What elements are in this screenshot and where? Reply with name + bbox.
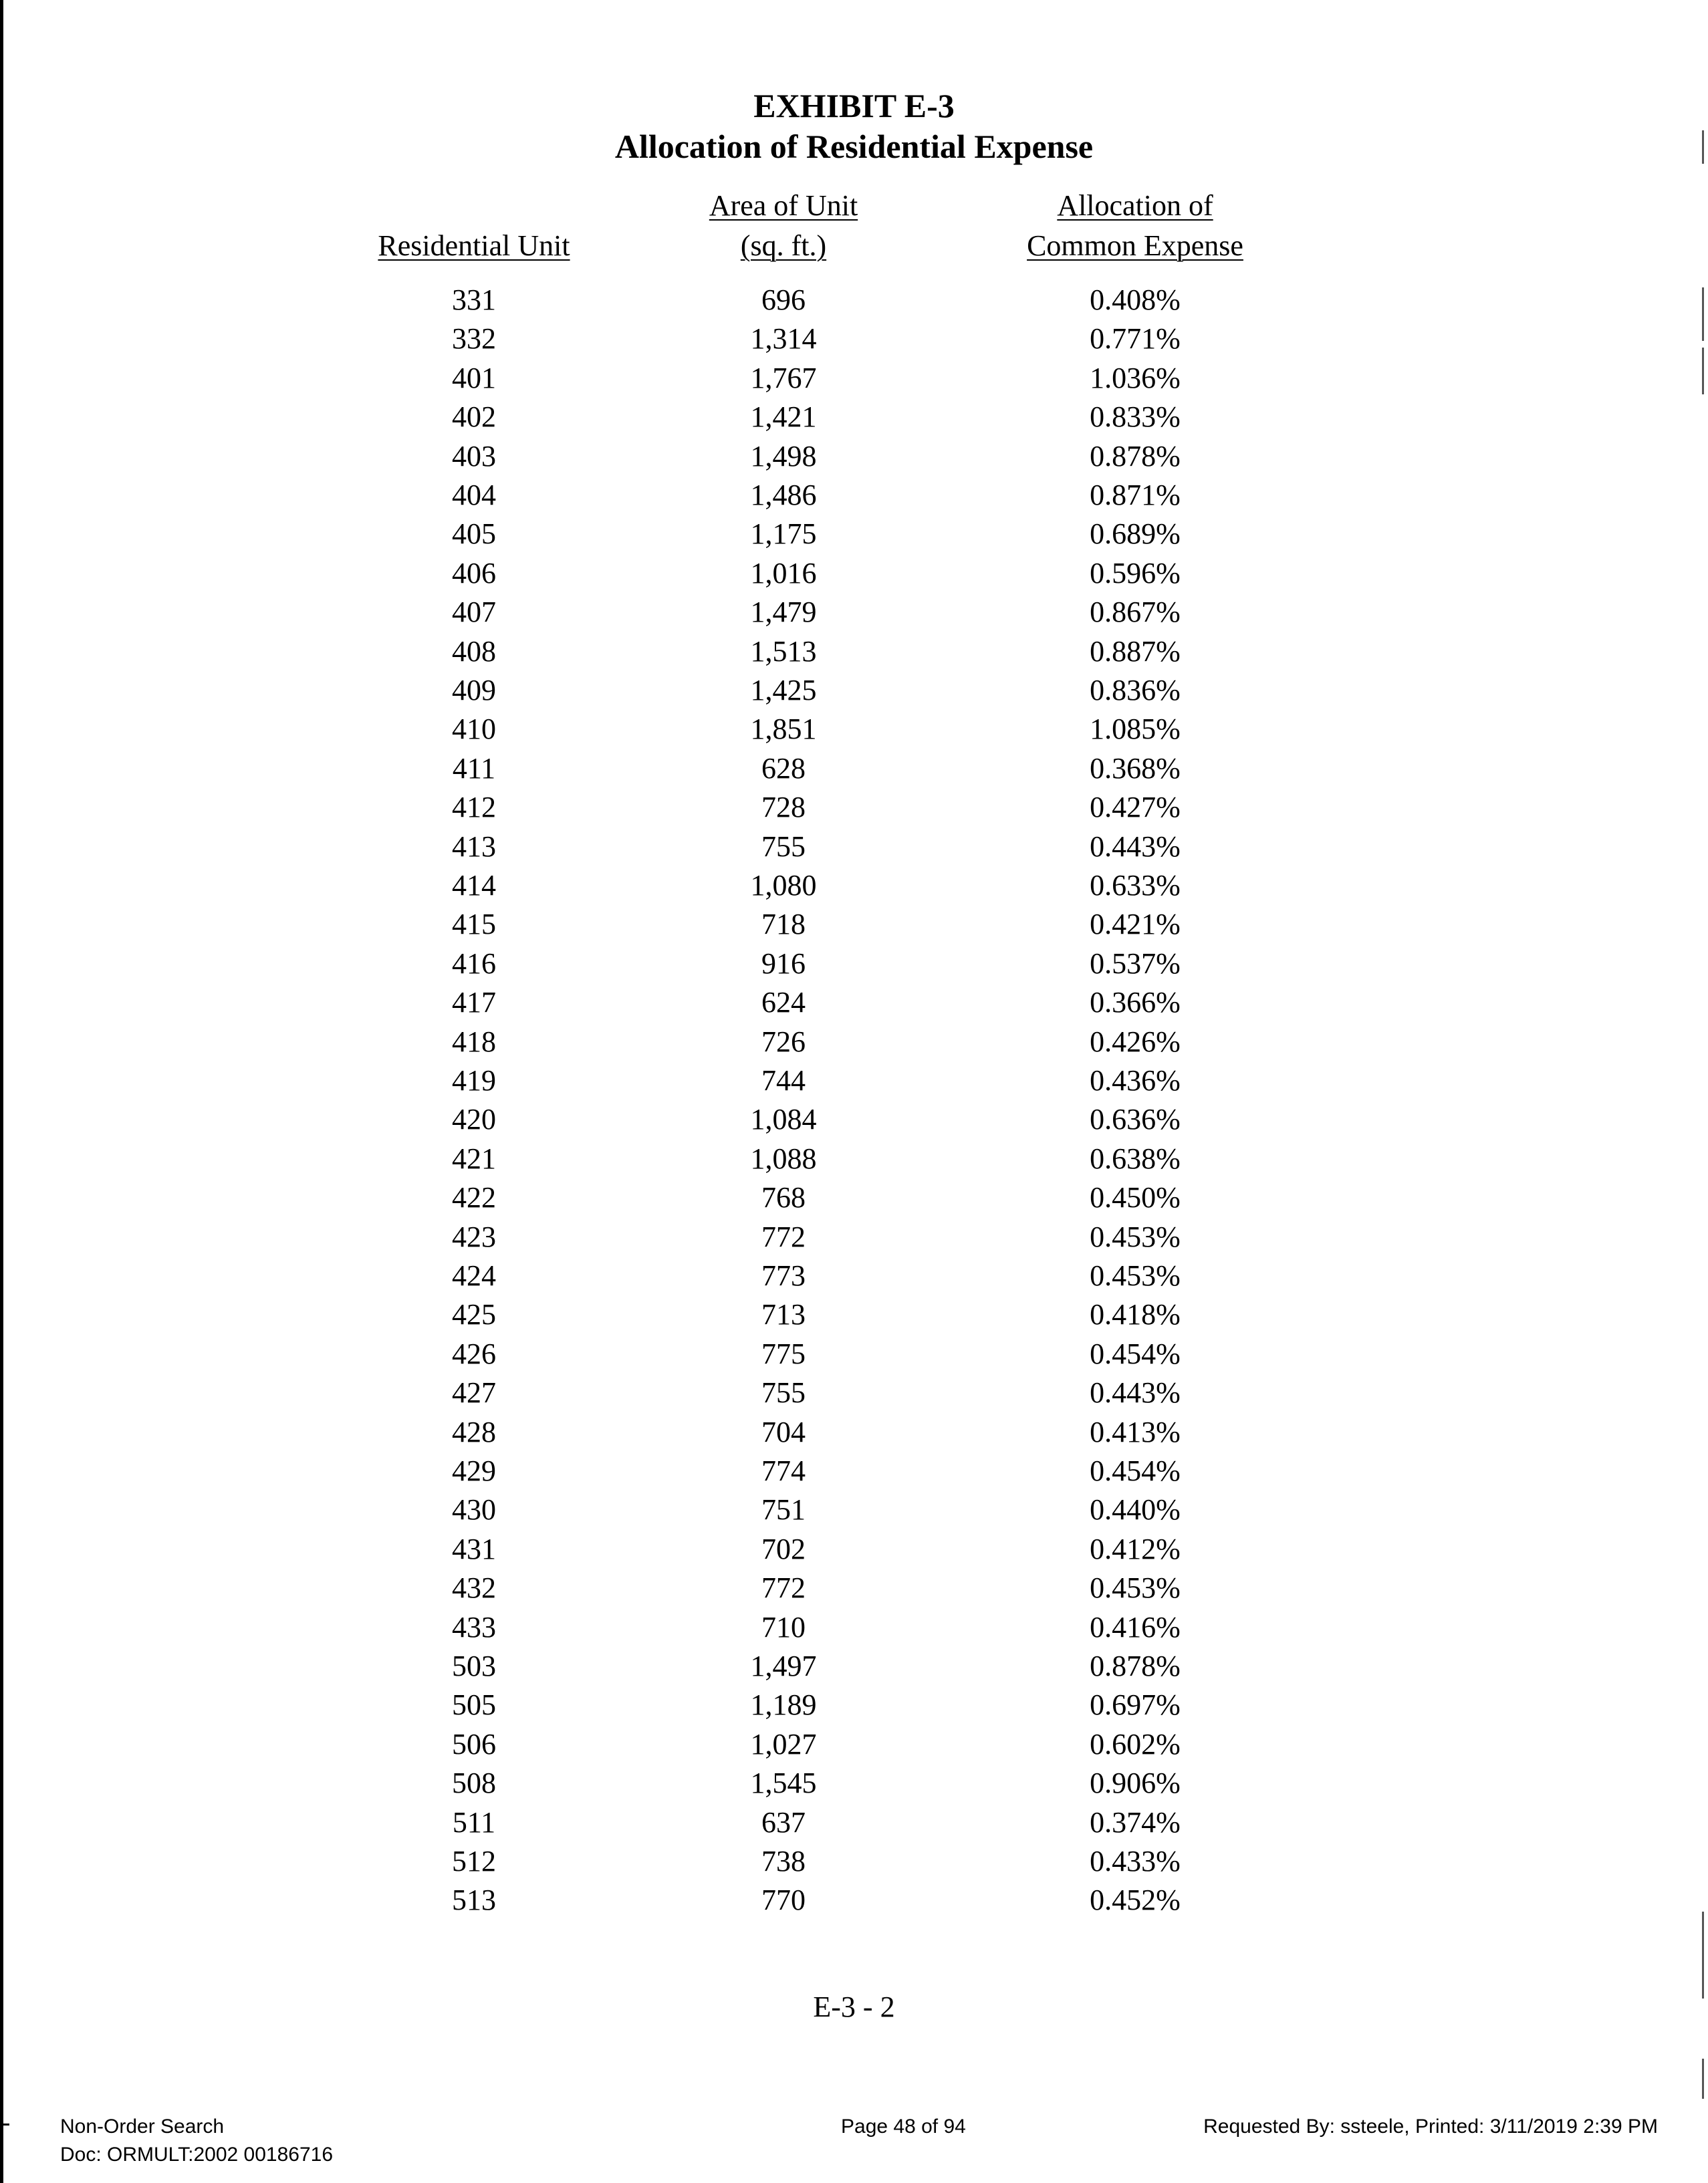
unit-cell: 428 — [452, 1415, 496, 1448]
area-cell: 1,767 — [750, 361, 817, 394]
unit-cell: 423 — [452, 1220, 496, 1253]
area-cell: 624 — [761, 986, 806, 1019]
unit-cell: 413 — [452, 829, 496, 863]
allocation-cell: 0.453% — [1090, 1220, 1181, 1253]
allocation-cell: 0.833% — [1090, 400, 1181, 434]
allocation-cell: 0.418% — [1090, 1298, 1181, 1331]
allocation-cell: 0.366% — [1090, 986, 1181, 1019]
page-label: E-3 - 2 — [813, 1991, 895, 2023]
table-row — [0, 1764, 1708, 1803]
table-row — [0, 1686, 1708, 1724]
allocation-cell: 0.537% — [1090, 946, 1181, 980]
table-row — [0, 1218, 1708, 1257]
allocation-cell: 0.453% — [1090, 1571, 1181, 1605]
table-row — [0, 1335, 1708, 1374]
table-row — [0, 632, 1708, 671]
table-row — [0, 1178, 1708, 1217]
allocation-cell: 0.697% — [1090, 1688, 1181, 1722]
table-row — [0, 788, 1708, 827]
area-cell: 1,479 — [750, 596, 817, 629]
table-row — [0, 866, 1708, 905]
area-cell: 696 — [761, 283, 806, 316]
unit-cell: 513 — [452, 1884, 496, 1917]
unit-cell: 431 — [452, 1532, 496, 1565]
unit-cell: 506 — [452, 1727, 496, 1761]
unit-cell: 411 — [452, 751, 496, 785]
area-cell: 1,851 — [750, 713, 817, 746]
footer-page-count: Page 48 of 94 — [841, 2115, 966, 2138]
area-cell: 1,498 — [750, 439, 817, 473]
area-cell: 744 — [761, 1064, 806, 1097]
unit-cell: 417 — [452, 986, 496, 1019]
area-cell: 718 — [761, 908, 806, 941]
unit-cell: 427 — [452, 1376, 496, 1410]
table-row — [0, 1608, 1708, 1647]
unit-cell: 332 — [452, 322, 496, 356]
allocation-cell: 0.454% — [1090, 1454, 1181, 1487]
area-cell: 1,425 — [750, 674, 817, 707]
table-row — [0, 1023, 1708, 1061]
area-cell: 738 — [761, 1845, 806, 1878]
area-cell: 713 — [761, 1298, 806, 1331]
area-cell: 775 — [761, 1337, 806, 1370]
footer-doc-id: Doc: ORMULT:2002 00186716 — [60, 2144, 334, 2166]
exhibit-subtitle: Allocation of Residential Expense — [614, 128, 1094, 165]
unit-cell: 432 — [452, 1571, 496, 1605]
unit-cell: 512 — [452, 1845, 496, 1878]
table-row — [0, 905, 1708, 944]
unit-cell: 412 — [452, 791, 496, 824]
allocation-cell: 0.878% — [1090, 439, 1181, 473]
area-cell: 770 — [761, 1884, 806, 1917]
allocation-cell: 0.836% — [1090, 674, 1181, 707]
area-cell: 1,016 — [750, 556, 817, 590]
table-row — [0, 983, 1708, 1022]
allocation-cell: 0.871% — [1090, 479, 1181, 511]
area-cell: 728 — [761, 791, 806, 824]
allocation-cell: 0.426% — [1090, 1025, 1181, 1058]
unit-cell: 505 — [452, 1688, 496, 1722]
unit-cell: 408 — [452, 634, 496, 668]
allocation-cell: 0.867% — [1090, 596, 1181, 629]
table-row — [0, 827, 1708, 866]
area-cell: 1,314 — [750, 322, 817, 356]
allocation-cell: 0.368% — [1090, 751, 1181, 785]
table-row — [0, 1374, 1708, 1412]
allocation-cell: 0.436% — [1090, 1064, 1181, 1097]
unit-cell: 407 — [452, 596, 496, 629]
allocation-cell: 1.036% — [1090, 361, 1181, 394]
table-row — [0, 671, 1708, 710]
header-allocation-line1: Allocation of — [1057, 189, 1213, 222]
allocation-cell: 0.374% — [1090, 1805, 1181, 1839]
unit-cell: 409 — [452, 674, 496, 707]
area-cell: 1,088 — [750, 1142, 817, 1175]
table-row — [0, 1881, 1708, 1920]
allocation-cell: 0.408% — [1090, 283, 1181, 316]
table-row — [0, 1140, 1708, 1178]
table-row — [0, 359, 1708, 398]
unit-cell: 430 — [452, 1493, 496, 1527]
allocation-cell: 0.443% — [1090, 829, 1181, 863]
area-cell: 1,189 — [750, 1688, 817, 1722]
area-cell: 916 — [761, 946, 806, 980]
area-cell: 710 — [761, 1610, 806, 1644]
area-cell: 768 — [761, 1181, 806, 1214]
allocation-cell: 0.452% — [1090, 1884, 1181, 1917]
unit-cell: 426 — [452, 1337, 496, 1370]
area-cell: 704 — [761, 1415, 806, 1448]
unit-cell: 406 — [452, 556, 496, 590]
area-cell: 772 — [761, 1571, 806, 1605]
allocation-cell: 0.413% — [1090, 1415, 1181, 1448]
allocation-cell: 0.633% — [1090, 869, 1181, 902]
header-area-line2: (sq. ft.) — [740, 229, 827, 262]
table-row — [0, 710, 1708, 749]
allocation-cell: 0.412% — [1090, 1532, 1181, 1565]
table-row — [0, 476, 1708, 515]
unit-cell: 415 — [452, 908, 496, 941]
area-cell: 773 — [761, 1259, 806, 1292]
area-cell: 1,175 — [750, 517, 817, 551]
unit-cell: 403 — [452, 439, 496, 473]
area-cell: 1,027 — [750, 1727, 817, 1761]
allocation-cell: 1.085% — [1090, 713, 1181, 746]
area-cell: 772 — [761, 1220, 806, 1253]
unit-cell: 402 — [452, 400, 496, 434]
area-cell: 1,497 — [750, 1650, 817, 1682]
area-cell: 774 — [761, 1454, 806, 1487]
allocation-cell: 0.440% — [1090, 1493, 1181, 1527]
table-row — [0, 593, 1708, 632]
allocation-cell: 0.906% — [1090, 1767, 1181, 1800]
scan-right-mark — [1702, 2059, 1704, 2099]
allocation-cell: 0.596% — [1090, 556, 1181, 590]
allocation-cell: 0.636% — [1090, 1103, 1181, 1136]
unit-cell: 401 — [452, 361, 496, 394]
allocation-cell: 0.454% — [1090, 1337, 1181, 1370]
area-cell: 751 — [761, 1493, 806, 1527]
unit-cell: 331 — [452, 283, 496, 316]
allocation-cell: 0.689% — [1090, 517, 1181, 551]
unit-cell: 424 — [452, 1259, 496, 1292]
table-row — [0, 281, 1708, 319]
table-row — [0, 1530, 1708, 1569]
area-cell: 1,084 — [750, 1103, 817, 1136]
area-cell: 1,545 — [750, 1767, 817, 1800]
table-row — [0, 1842, 1708, 1881]
footer-requested-by: Requested By: ssteele, Printed: 3/11/2019 2:39 PM — [1203, 2115, 1658, 2138]
allocation-cell: 0.453% — [1090, 1259, 1181, 1292]
header-area-line1: Area of Unit — [709, 189, 858, 222]
unit-cell: 503 — [452, 1650, 496, 1682]
allocation-cell: 0.887% — [1090, 634, 1181, 668]
table-row — [0, 944, 1708, 983]
area-cell: 637 — [761, 1805, 806, 1839]
table-row — [0, 1061, 1708, 1100]
area-cell: 702 — [761, 1532, 806, 1565]
area-cell: 628 — [761, 751, 806, 785]
area-cell: 755 — [761, 829, 806, 863]
unit-cell: 422 — [452, 1181, 496, 1214]
allocation-cell: 0.450% — [1090, 1181, 1181, 1214]
header-allocation-line2: Common Expense — [1027, 229, 1243, 262]
allocation-cell: 0.602% — [1090, 1727, 1181, 1761]
area-cell: 1,080 — [750, 869, 817, 902]
table-row — [0, 1295, 1708, 1334]
unit-cell: 429 — [452, 1454, 496, 1487]
table-row — [0, 1100, 1708, 1139]
table-row — [0, 1257, 1708, 1295]
table-row — [0, 319, 1708, 358]
unit-cell: 418 — [452, 1025, 496, 1058]
table-row — [0, 1803, 1708, 1842]
area-cell: 1,513 — [750, 634, 817, 668]
unit-cell: 425 — [452, 1298, 496, 1331]
allocation-cell: 0.416% — [1090, 1610, 1181, 1644]
allocation-cell: 0.638% — [1090, 1142, 1181, 1175]
area-cell: 1,421 — [750, 400, 817, 434]
area-cell: 726 — [761, 1025, 806, 1058]
unit-cell: 404 — [452, 479, 496, 511]
scan-right-mark — [1702, 1912, 1704, 1999]
unit-cell: 511 — [452, 1805, 496, 1839]
allocation-cell: 0.427% — [1090, 791, 1181, 824]
allocation-cell: 0.771% — [1090, 322, 1181, 356]
table-row — [0, 398, 1708, 436]
unit-cell: 433 — [452, 1610, 496, 1644]
footer-search-type: Non-Order Search — [60, 2115, 225, 2138]
unit-cell: 421 — [452, 1142, 496, 1175]
scan-left-dash — [0, 2124, 9, 2126]
allocation-cell: 0.878% — [1090, 1650, 1181, 1682]
allocation-cell: 0.443% — [1090, 1376, 1181, 1410]
exhibit-title: EXHIBIT E-3 — [753, 87, 955, 124]
allocation-cell: 0.421% — [1090, 908, 1181, 941]
unit-cell: 405 — [452, 517, 496, 551]
table-row — [0, 1725, 1708, 1764]
table-row — [0, 515, 1708, 553]
unit-cell: 508 — [452, 1767, 496, 1800]
table-row — [0, 1413, 1708, 1452]
unit-cell: 416 — [452, 946, 496, 980]
table-row — [0, 1647, 1708, 1686]
unit-cell: 419 — [452, 1064, 496, 1097]
table-row — [0, 1452, 1708, 1491]
header-residential-unit: Residential Unit — [378, 229, 570, 262]
table-row — [0, 1569, 1708, 1608]
allocation-cell: 0.433% — [1090, 1845, 1181, 1878]
table-row — [0, 749, 1708, 788]
table-row — [0, 1491, 1708, 1529]
unit-cell: 410 — [452, 713, 496, 746]
area-cell: 755 — [761, 1376, 806, 1410]
table-row — [0, 554, 1708, 593]
unit-cell: 414 — [452, 869, 496, 902]
table-row — [0, 437, 1708, 476]
unit-cell: 420 — [452, 1103, 496, 1136]
area-cell: 1,486 — [750, 479, 817, 511]
